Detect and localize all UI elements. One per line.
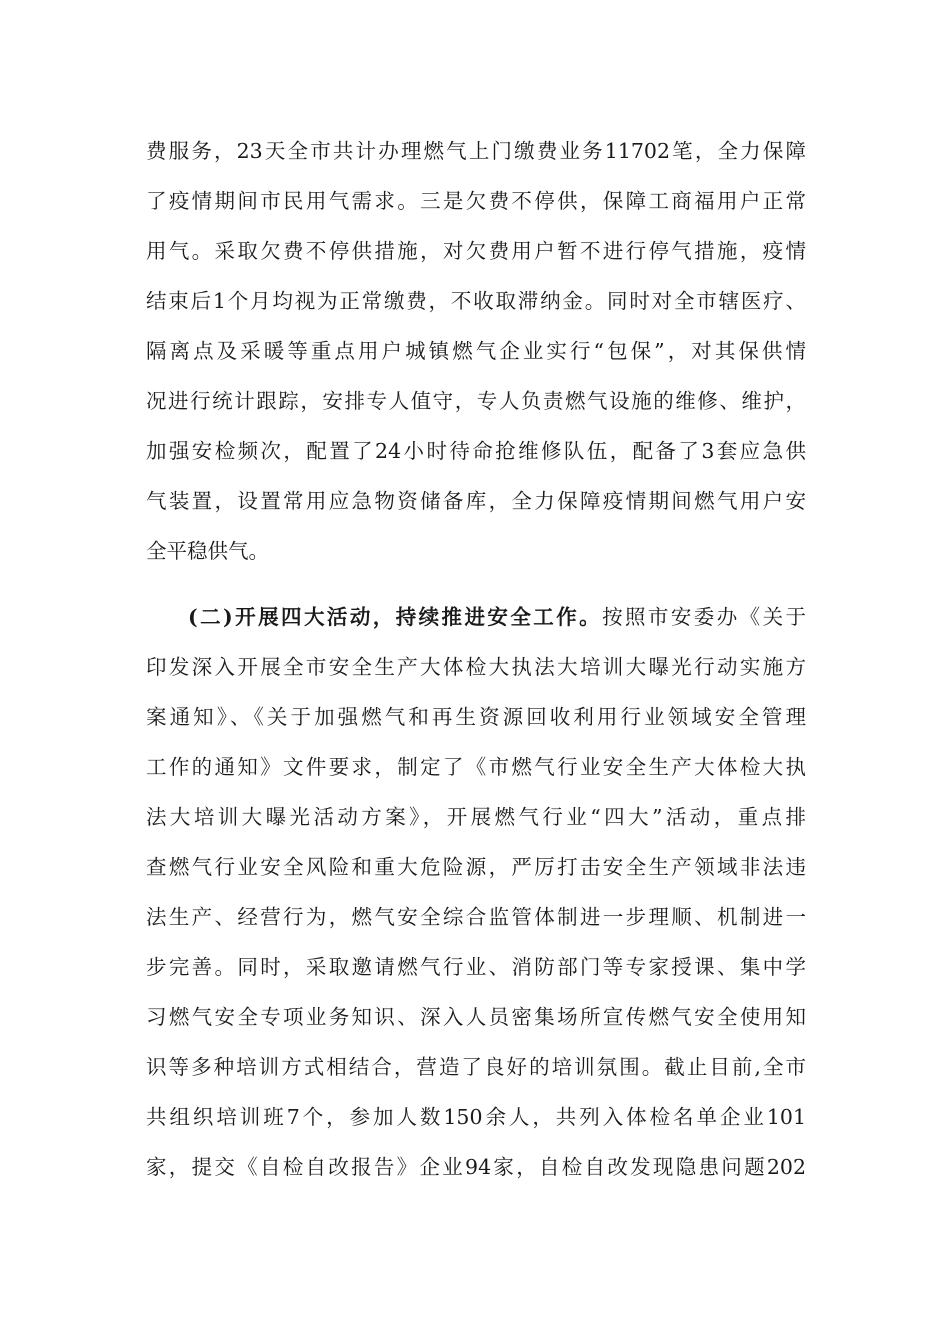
paragraph-2-line-10: 识等多种培训方式相结合，营造了良好的培训氛围。截止目前,全市 bbox=[146, 1055, 806, 1079]
paragraph-2-line-2: 印发深入开展全市安全生产大体检大执法大培训大曝光行动实施方 bbox=[146, 655, 806, 679]
paragraph-2-line-1 bbox=[188, 597, 806, 637]
paragraph-2-line-12: 家，提交《自检自改报告》企业94家，自检自改发现隐患问题202 bbox=[146, 1155, 806, 1179]
paragraph-1-line-3: 用气。采取欠费不停供措施，对欠费用户暂不进行停气措施，疫情 bbox=[146, 239, 806, 263]
paragraph-2-line-7: 法生产、经营行为，燃气安全综合监管体制进一步理顺、机制进一 bbox=[146, 905, 806, 929]
paragraph-1-line-1: 费服务，23天全市共计办理燃气上门缴费业务11702笔，全力保障 bbox=[146, 139, 806, 163]
paragraph-1-line-4: 结束后1个月均视为正常缴费，不收取滞纳金。同时对全市辖医疗、 bbox=[146, 289, 806, 313]
paragraph-1-line-2: 了疫情期间市民用气需求。三是欠费不停供，保障工商福用户正常 bbox=[146, 189, 806, 213]
paragraph-2-line-3: 案通知》、《关于加强燃气和再生资源回收利用行业领域安全管理 bbox=[146, 705, 806, 729]
paragraph-1-line-9: 全平稳供气。 bbox=[146, 539, 269, 563]
paragraph-1-line-6: 况进行统计跟踪，安排专人值守，专人负责燃气设施的维修、维护， bbox=[146, 389, 806, 413]
paragraph-2-line-9: 习燃气安全专项业务知识、深入人员密集场所宣传燃气安全使用知 bbox=[146, 1005, 806, 1029]
paragraph-1-line-5: 隔离点及采暖等重点用户城镇燃气企业实行“包保”，对其保供情 bbox=[146, 339, 806, 363]
paragraph-1-line-7: 加强安检频次，配置了24小时待命抢维修队伍，配备了3套应急供 bbox=[146, 439, 806, 463]
paragraph-2-line-11: 共组织培训班7个，参加人数150余人，共列入体检名单企业101 bbox=[146, 1105, 806, 1129]
paragraph-2-line-4: 工作的通知》文件要求，制定了《市燃气行业安全生产大体检大执 bbox=[146, 755, 806, 779]
section-heading: (二)开展四大活动，持续推进安全工作。 bbox=[188, 605, 603, 629]
paragraph-2-line-1-rest: 按照市安委办《关于 bbox=[602, 605, 806, 629]
paragraph-2-line-5: 法大培训大曝光活动方案》，开展燃气行业“四大”活动，重点排 bbox=[146, 805, 806, 829]
paragraph-1-line-8: 气装置，设置常用应急物资储备库，全力保障疫情期间燃气用户安 bbox=[146, 489, 806, 513]
paragraph-2-line-8: 步完善。同时，采取邀请燃气行业、消防部门等专家授课、集中学 bbox=[146, 955, 806, 979]
paragraph-2-line-6: 查燃气行业安全风险和重大危险源，严厉打击安全生产领域非法违 bbox=[146, 855, 806, 879]
